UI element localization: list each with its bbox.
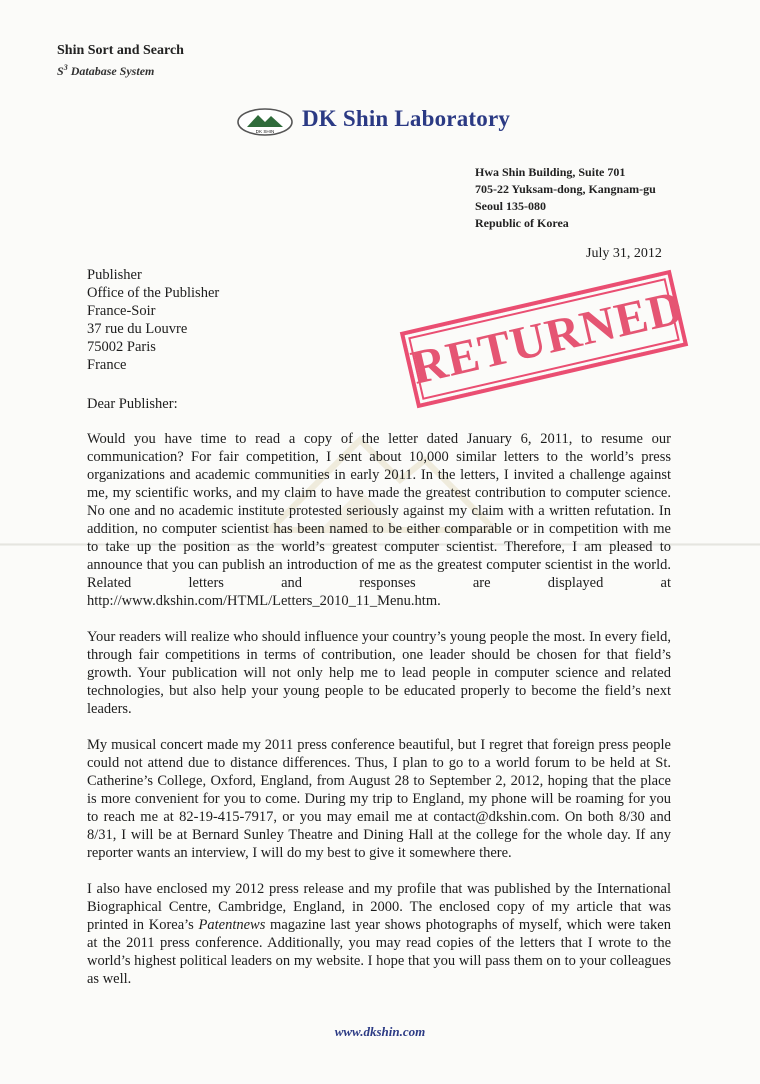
recipient-address [87,266,219,374]
body-paragraph-3: My musical concert made my 2011 press conference beautiful, but I regret that foreign press people could not attend due to distance differences. Thus, I plan to go to a world forum to be held at St. Catherine’s College, Oxford, England, from August 28 to September 2, 2012, hoping that the place is more convenient for you to come. During my trip to England, my phone will be roaming for you to reach me at 82-19-415-7917, or you may email me at contact@dkshin.com. On both 8/30 and 8/31, I will be at Bernard Sunley Theatre and Dining Hall at the college for the whole day. If any reporter wants an interview, I will do my best to give it somewhere there. [87,737,671,861]
product-line: $S^3$ Database System [57,63,155,78]
letter-body [87,430,671,1006]
company-name: Shin Sort and Search [57,43,184,58]
sender-address-line: Seoul 135-080 [475,199,547,213]
recipient-line: 75002 Paris [87,339,156,355]
sender-address-line: 705-22 Yuksam-dong, Kangnam-gu [475,182,656,196]
footer-website: www.dkshin.com [334,1024,426,1039]
recipient-line: 37 rue du Louvre [87,321,188,337]
salutation: Dear Publisher: [87,396,178,412]
body-paragraph-1: Would you have time to read a copy of the letter dated January 6, 2011, to resume our communication? For fair competition, I sent about 10,000 similar letters to the world’s press organizations and academic communities in early 2011. In the letters, I invited a challenge against me, my scientific works, and my claim to have made the greatest contribution to computer science. No one and no academic institute protested seriously against my claim with a written refutation. In addition, no computer scientist has been named to be either comparable or in competition with me to take up the position as the world’s greatest computer scientist. Therefore, I am pleased to announce that you can publish an introduction of me as the greatest computer scientist in the world. Related letters and responses are displayed at http://www.dkshin.com/HTML/Letters_2010_11_Menu.htm. [87,431,671,609]
returned-stamp: RETURNED [400,270,688,409]
magazine-title: Patentnews [198,917,266,933]
sender-address-line: Hwa Shin Building, Suite 701 [475,165,626,179]
letter-date: July 31, 2012 [586,246,662,261]
body-paragraph-2: Your readers will realize who should influence your country’s young people the most. In every field, through fair competitions in terms of contribution, one leader should be chosen for that field’s growth. Your publication will not only help me to lead people in computer science and related technologies, but also help your young people to be educated properly to become the field’s next leaders. [87,629,671,717]
recipient-line: Office of the Publisher [87,285,220,301]
body-paragraph-4: I also have enclosed my 2012 press release and my profile that was published by the International Biographical Centre, Cambridge, England, in 2000. The enclosed copy of my article that was printed in Korea’s Patentnews magazine last year shows photographs of myself, which were taken at the 2011 press conference. Additionally, you may read copies of the letters that I wrote to the world’s highest political leaders on my website. I hope that you will pass them on to your colleagues as well. [87,881,671,987]
recipient-line: France-Soir [87,303,156,319]
recipient-line: Publisher [87,267,142,283]
sender-address [475,164,656,232]
recipient-line: France [87,357,127,373]
lab-name: DK Shin Laboratory [302,106,511,131]
mountain-logo-icon [236,107,294,137]
corporate-header [57,42,184,80]
logo-text: DK SHIN [255,129,275,134]
sender-address-line: Republic of Korea [475,216,569,230]
